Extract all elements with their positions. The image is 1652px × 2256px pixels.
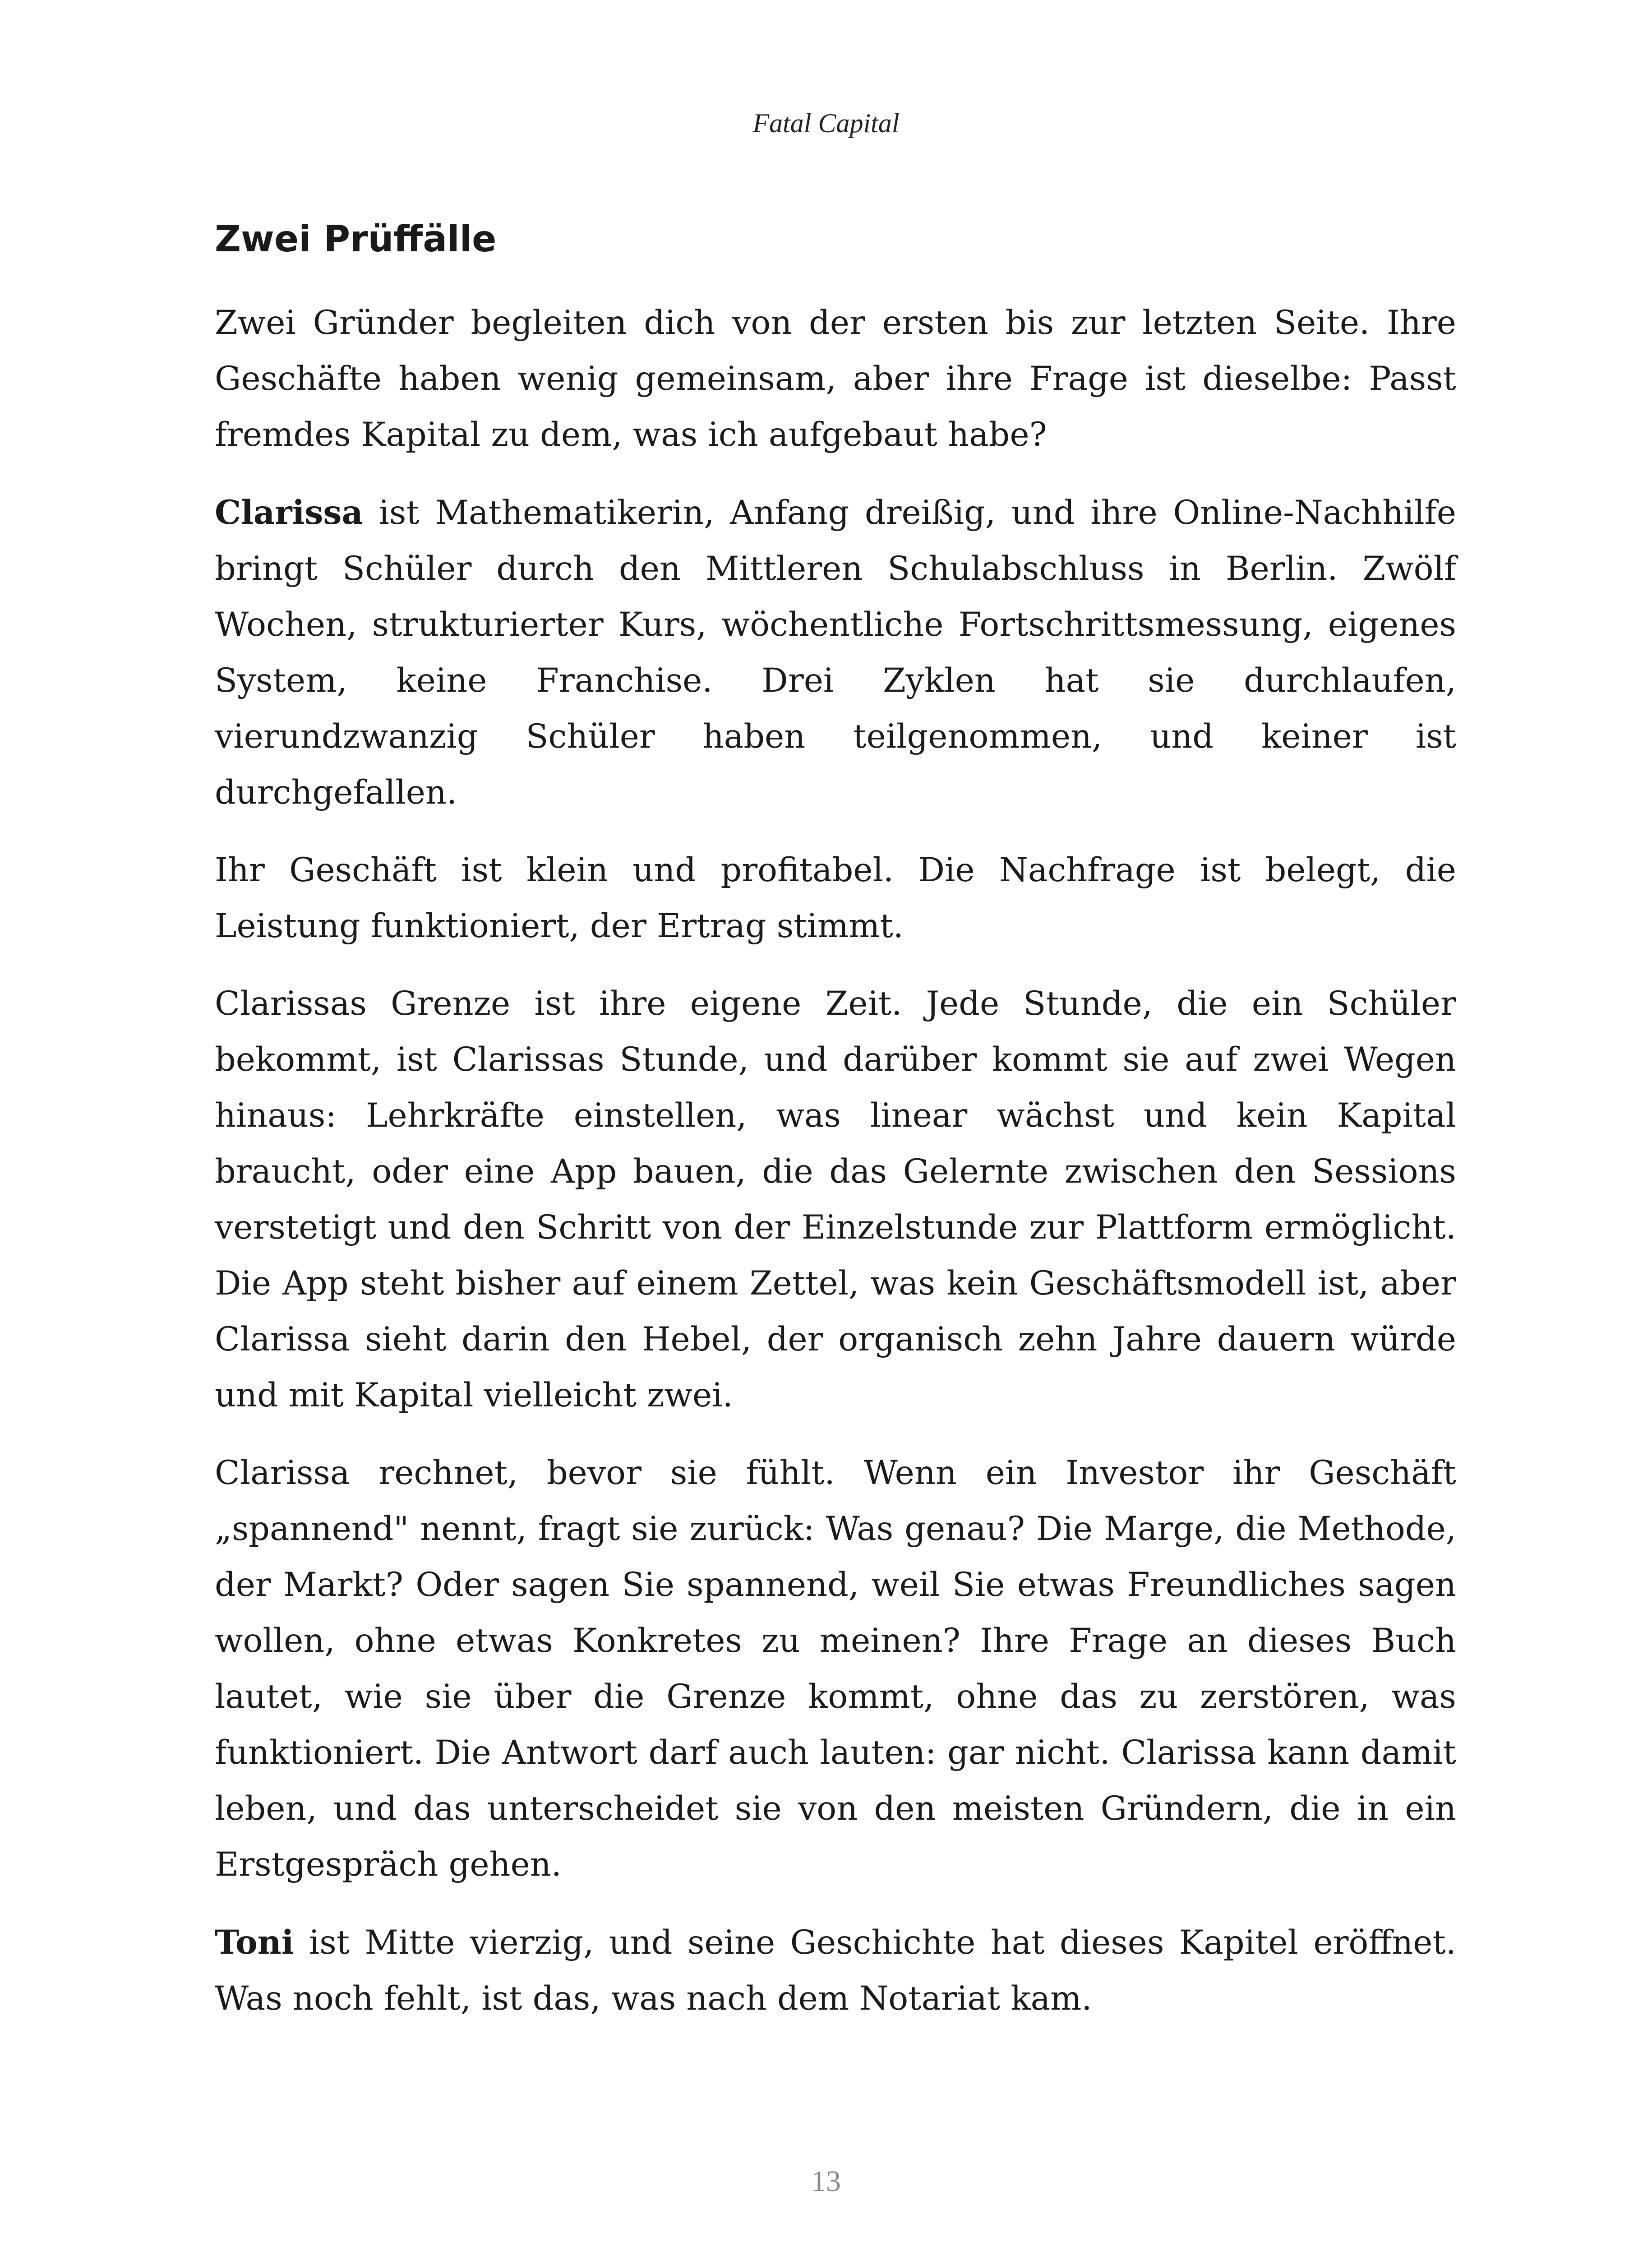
paragraph-toni xyxy=(215,1914,1456,2027)
paragraph-investor-question xyxy=(215,1445,1456,1893)
paragraph-text: ist Mathematikerin, Anfang dreißig, und ihre Online-Nachhilfe bringt Schüler durch den Mittleren Schulabschluss in Berlin. Zwölf Wochen, strukturierter Kurs, wöchentliche Fortschrittsmessung, eigenes System, keine Franchise. Drei Zyklen hat sie durchlaufen, vierundzwanzig Schüler haben teilgenommen, und keiner ist durchgefallen. xyxy=(215,494,1456,812)
paragraph-limit xyxy=(215,976,1456,1424)
paragraph-text: Clarissa rechnet, bevor sie fühlt. Wenn ein Investor ihr Geschäft „spannend" nennt, fragt sie zurück: Was genau? Die Marge, die Methode, der Markt? Oder sagen Sie spannend, weil Sie etwas Freundliches sagen wollen, ohne etwas Konkretes zu meinen? Ihre Frage an dieses Buch lautet, wie sie über die Grenze kommt, ohne das zu zerstören, was funktioniert. Die Antwort darf auch lauten: gar nicht. Clarissa kann damit leben, und das unterscheidet sie von den meisten Gründern, die in ein Erstgespräch gehen. xyxy=(215,1454,1456,1884)
character-name-clarissa: Clarissa xyxy=(215,493,363,532)
running-header: Fatal Capital xyxy=(752,108,900,138)
paragraph-text: Clarissas Grenze ist ihre eigene Zeit. Jede Stunde, die ein Schüler bekommt, ist Clarissas Stunde, und darüber kommt sie auf zwei Wegen hinaus: Lehrkräfte einstellen, was linear wächst und kein Kapital braucht, oder eine App bauen, die das Gelernte zwischen den Sessions verstetigt und den Schritt von der Einzelstunde zur Plattform ermöglicht. Die App steht bisher auf einem Zettel, was kein Geschäftsmodell ist, aber Clarissa sieht darin den Hebel, der organisch zehn Jahre dauern würde und mit Kapital vielleicht zwei. xyxy=(215,985,1456,1415)
page-number: 13 xyxy=(811,2165,841,2198)
paragraph-text: Zwei Gründer begleiten dich von der ersten bis zur letzten Seite. Ihre Geschäfte haben wenig gemeinsam, aber ihre Frage ist dieselbe: Passt fremdes Kapital zu dem, was ich aufgebaut habe? xyxy=(215,304,1456,454)
paragraph-text: Ihr Geschäft ist klein und profitabel. Die Nachfrage ist belegt, die Leistung funktioniert, der Ertrag stimmt. xyxy=(215,851,1456,945)
paragraph-text: ist Mitte vierzig, und seine Geschichte hat dieses Kapitel eröffnet. Was noch fehlt, ist das, was nach dem Notariat kam. xyxy=(215,1923,1456,2018)
paragraph-business xyxy=(215,842,1456,954)
paragraph-intro xyxy=(215,295,1456,463)
paragraph-clarissa xyxy=(215,485,1456,821)
page-body xyxy=(215,212,1456,2048)
section-heading: Zwei Prüffälle xyxy=(215,218,497,260)
character-name-toni: Toni xyxy=(215,1923,294,1962)
